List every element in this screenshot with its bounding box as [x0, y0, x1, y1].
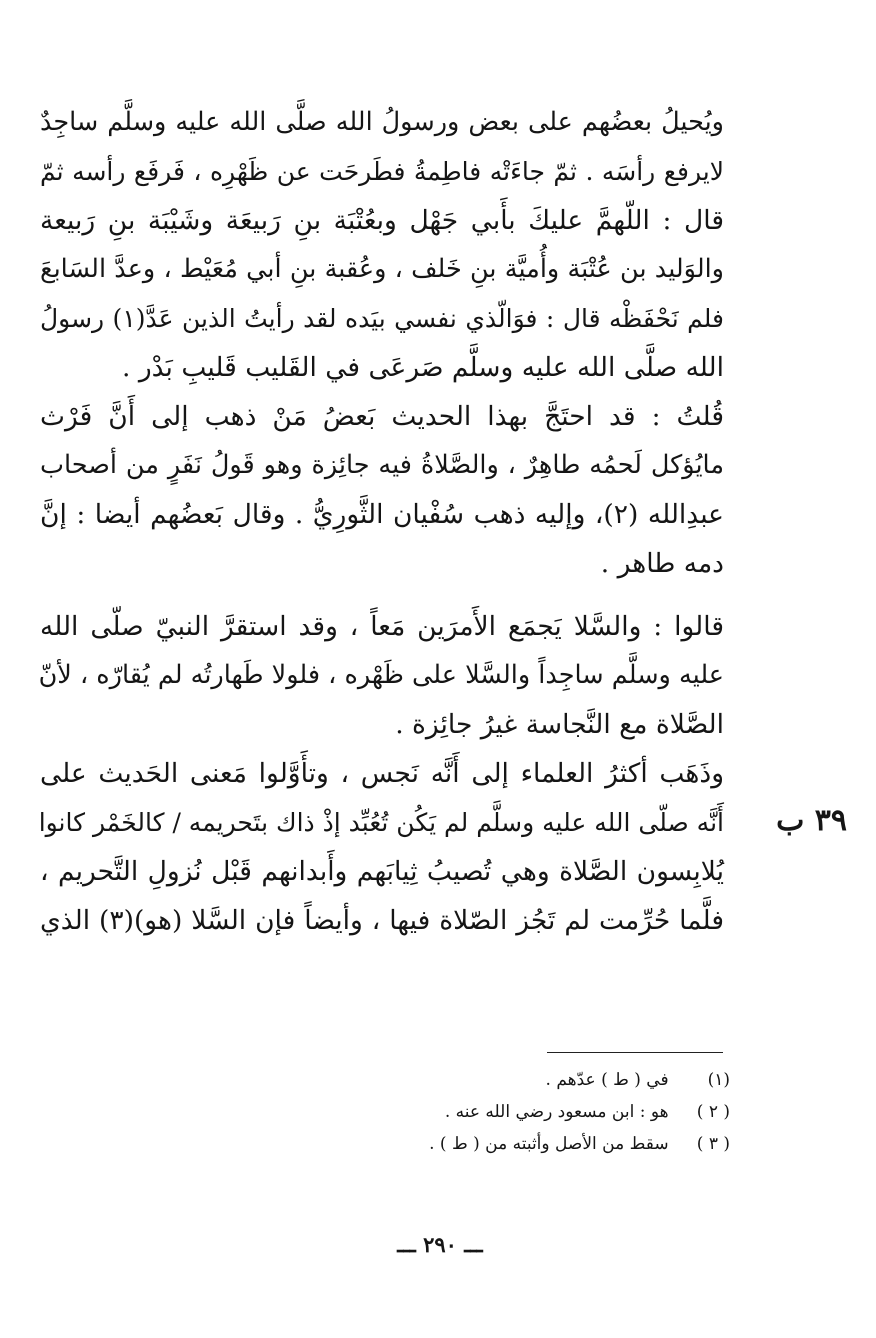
footnotes [350, 1064, 730, 1160]
text-line: والوَليد بن عُتْبَة وأُميَّة بنِ خَلف ، وعُقبة بنِ أبي مُعَيْط ، وعدَّ السَابعَ [40, 254, 724, 284]
text-line: دمه طاهر . [600, 548, 724, 579]
text-line: قُلتُ : قد احتَجَّ بهذا الحديث بَعضُ مَنْ ذهب إلى أَنَّ فَرْث [40, 401, 724, 432]
footnote-number: (١) [707, 1070, 730, 1090]
text-line: فلم نَحْفَظْه قال : فوَالّذي نفسي بيَده لقد رأيتُ الذين عَدَّ(١) رسولُ [40, 304, 724, 333]
text-line: أَنَّه صلّى الله عليه وسلَّم لم يَكُن تُعُبِّد إذْ ذاك بتَحريمه / كالخَمْر كانوا [38, 808, 724, 837]
text-line: ويُحيلُ بعضُهم على بعض ورسولُ الله صلَّى الله عليه وسلَّم ساجِدٌ [40, 107, 724, 137]
main-text [40, 98, 724, 945]
footnote-text: في ( ط ) عدّهم . [545, 1070, 669, 1090]
footnote [350, 1096, 730, 1128]
footnote [350, 1064, 730, 1096]
text-line: الله صلَّى الله عليه وسلَّم صَرعَى في القَليب قَليبِ بَدْر . [121, 352, 724, 383]
footnote-text: هو : ابن مسعود رضي الله عنه . [444, 1102, 669, 1122]
page-number: ـــ ٢٩٠ ـــ [397, 1232, 483, 1257]
text-line: قال : اللّهمَّ عليكَ بأَبي جَهْل وبعُتْبَة بنِ رَبيعَة وشَيْبَة بنِ رَبيعة [40, 205, 724, 236]
text-line: عليه وسلَّم ساجِداً والسَّلا على ظَهْره ، فلولا طَهارتُه لم يُقارّه ، لأنّ [38, 660, 724, 690]
footnote-divider [547, 1052, 723, 1053]
text-line: فلَّما حُرِّمت لم تَجُز الصّلاة فيها ، وأيضاً فإن السَّلا (هو)(٣) الذي [40, 905, 724, 936]
manuscript-folio-marker: ٣٩ ب [776, 803, 847, 838]
footnote-number: ( ٣ ) [696, 1134, 730, 1154]
footnote-number: ( ٢ ) [696, 1102, 730, 1122]
text-line: وذَهَب أكثرُ العلماء إلى أَنَّه نَجس ، وتأَوَّلوا مَعنى الحَديث على [40, 758, 724, 789]
footnote [350, 1128, 730, 1160]
text-line: لايرفع رأسَه . ثمّ جاءَتْه فاطِمةُ فطَرحَت عن ظَهْرِه ، فَرفَع رأسه ثمّ [40, 157, 724, 186]
text-line: يُلابِسون الصَّلاة وهي تُصيبُ ثِيابَهم وأَبدانهم قَبْل نُزولِ التَّحريم ، [40, 856, 724, 887]
text-line: الصَّلاة مع النَّجاسة غيرُ جائِزة . [395, 709, 724, 740]
text-line: مايُؤكل لَحمُه طاهِرٌ ، والصَّلاةُ فيه جائِزة وهو قَولُ نَفَرٍ من أصحاب [40, 450, 724, 480]
footnote-text: سقط من الأصل وأثبته من ( ط ) . [429, 1134, 669, 1154]
text-line: عبدِالله (٢)، وإليه ذهب سُفْيان الثَّورِيُّ . وقال بَعضُهم أيضا : إنَّ [40, 499, 724, 530]
text-line: قالوا : والسَّلا يَجمَع الأَمرَين مَعاً ، وقد استقرَّ النبيّ صلّى الله [40, 611, 724, 642]
